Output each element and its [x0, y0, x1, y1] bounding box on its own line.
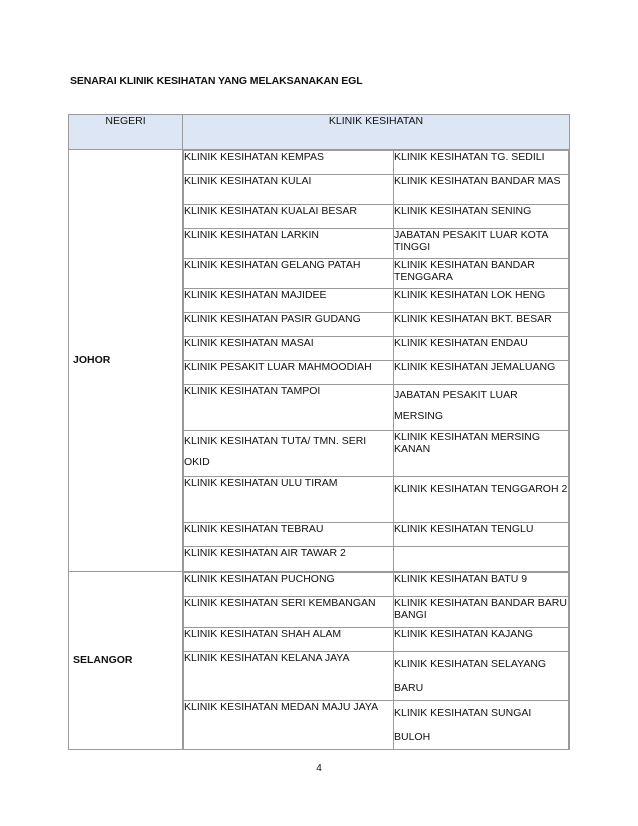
clinic-name: KLINIK KESIHATAN SERI KEMBANGAN: [184, 596, 394, 627]
clinic-name: KLINIK KESIHATAN TEBRAU: [184, 523, 394, 547]
clinic-name: KLINIK KESIHATAN TAMPOI: [184, 385, 394, 431]
table-row: [184, 151, 569, 175]
clinic-name: KLINIK KESIHATAN BATU 9: [394, 572, 569, 596]
table-row: [184, 547, 569, 571]
clinic-name: KLINIK KESIHATAN ENDAU: [394, 337, 569, 361]
header-klinik: KLINIK KESIHATAN: [183, 115, 570, 150]
clinic-name: KLINIK KESIHATAN BANDAR MAS: [394, 175, 569, 205]
clinic-name: KLINIK KESIHATAN SHAH ALAM: [184, 627, 394, 651]
clinic-cell: [183, 571, 570, 749]
table-row: [184, 337, 569, 361]
table-row: [184, 700, 569, 749]
clinic-name: KLINIK KESIHATAN ULU TIRAM: [184, 477, 394, 523]
table-row: [184, 361, 569, 385]
table-row: [184, 523, 569, 547]
clinic-name: KLINIK KESIHATAN TUTA/ TMN. SERI OKID: [184, 431, 394, 477]
state-name: SELANGOR: [69, 571, 183, 749]
table-row: [184, 572, 569, 596]
table-row: [184, 229, 569, 259]
header-negeri: NEGERI: [69, 115, 183, 150]
clinic-list-selangor: [183, 572, 569, 749]
table-row: [184, 627, 569, 651]
clinic-name: KLINIK KESIHATAN MERSING KANAN: [394, 431, 569, 477]
clinic-name: KLINIK KESIHATAN BKT. BESAR: [394, 313, 569, 337]
clinic-name: KLINIK KESIHATAN SELAYANG BARU: [394, 651, 569, 700]
clinic-table: [68, 114, 570, 750]
state-row-selangor: [69, 571, 570, 749]
table-row: [184, 477, 569, 523]
clinic-name: KLINIK KESIHATAN JEMALUANG: [394, 361, 569, 385]
table-header-row: [69, 115, 570, 150]
clinic-name: KLINIK KESIHATAN PUCHONG: [184, 572, 394, 596]
clinic-name: KLINIK KESIHATAN MASAI: [184, 337, 394, 361]
clinic-name: KLINIK KESIHATAN KULAI: [184, 175, 394, 205]
table-row: [184, 385, 569, 431]
clinic-name: [394, 547, 569, 571]
clinic-name: KLINIK KESIHATAN TENGLU: [394, 523, 569, 547]
clinic-list-johor: [183, 150, 569, 571]
clinic-name: KLINIK KESIHATAN AIR TAWAR 2: [184, 547, 394, 571]
clinic-name: KLINIK KESIHATAN KAJANG: [394, 627, 569, 651]
clinic-name: KLINIK KESIHATAN SENING: [394, 205, 569, 229]
document-title: SENARAI KLINIK KESIHATAN YANG MELAKSANAKAN EGL: [70, 75, 363, 87]
clinic-name: KLINIK KESIHATAN TG. SEDILI: [394, 151, 569, 175]
table-row: [184, 431, 569, 477]
clinic-name: KLINIK KESIHATAN BANDAR TENGGARA: [394, 259, 569, 289]
clinic-name: KLINIK KESIHATAN LARKIN: [184, 229, 394, 259]
clinic-name: KLINIK KESIHATAN BANDAR BARU BANGI: [394, 596, 569, 627]
state-name: JOHOR: [69, 150, 183, 572]
clinic-name: KLINIK KESIHATAN SUNGAI BULOH: [394, 700, 569, 749]
clinic-cell: [183, 150, 570, 572]
clinic-name: KLINIK KESIHATAN MAJIDEE: [184, 289, 394, 313]
page-number: 4: [316, 763, 322, 774]
clinic-name: KLINIK KESIHATAN KEMPAS: [184, 151, 394, 175]
table-row: [184, 313, 569, 337]
clinic-name: KLINIK KESIHATAN TENGGAROH 2: [394, 477, 569, 523]
table-row: [184, 259, 569, 289]
state-row-johor: [69, 150, 570, 572]
clinic-name: KLINIK KESIHATAN GELANG PATAH: [184, 259, 394, 289]
table-row: [184, 651, 569, 700]
clinic-name: JABATAN PESAKIT LUAR KOTA TINGGI: [394, 229, 569, 259]
table-row: [184, 289, 569, 313]
table-row: [184, 205, 569, 229]
table-row: [184, 175, 569, 205]
clinic-name: KLINIK KESIHATAN MEDAN MAJU JAYA: [184, 700, 394, 749]
clinic-name: KLINIK KESIHATAN KELANA JAYA: [184, 651, 394, 700]
clinic-name: KLINIK KESIHATAN PASIR GUDANG: [184, 313, 394, 337]
clinic-name: KLINIK KESIHATAN KUALAI BESAR: [184, 205, 394, 229]
table-row: [184, 596, 569, 627]
clinic-name: KLINIK KESIHATAN LOK HENG: [394, 289, 569, 313]
clinic-name: KLINIK PESAKIT LUAR MAHMOODIAH: [184, 361, 394, 385]
clinic-name: JABATAN PESAKIT LUAR MERSING: [394, 385, 569, 431]
